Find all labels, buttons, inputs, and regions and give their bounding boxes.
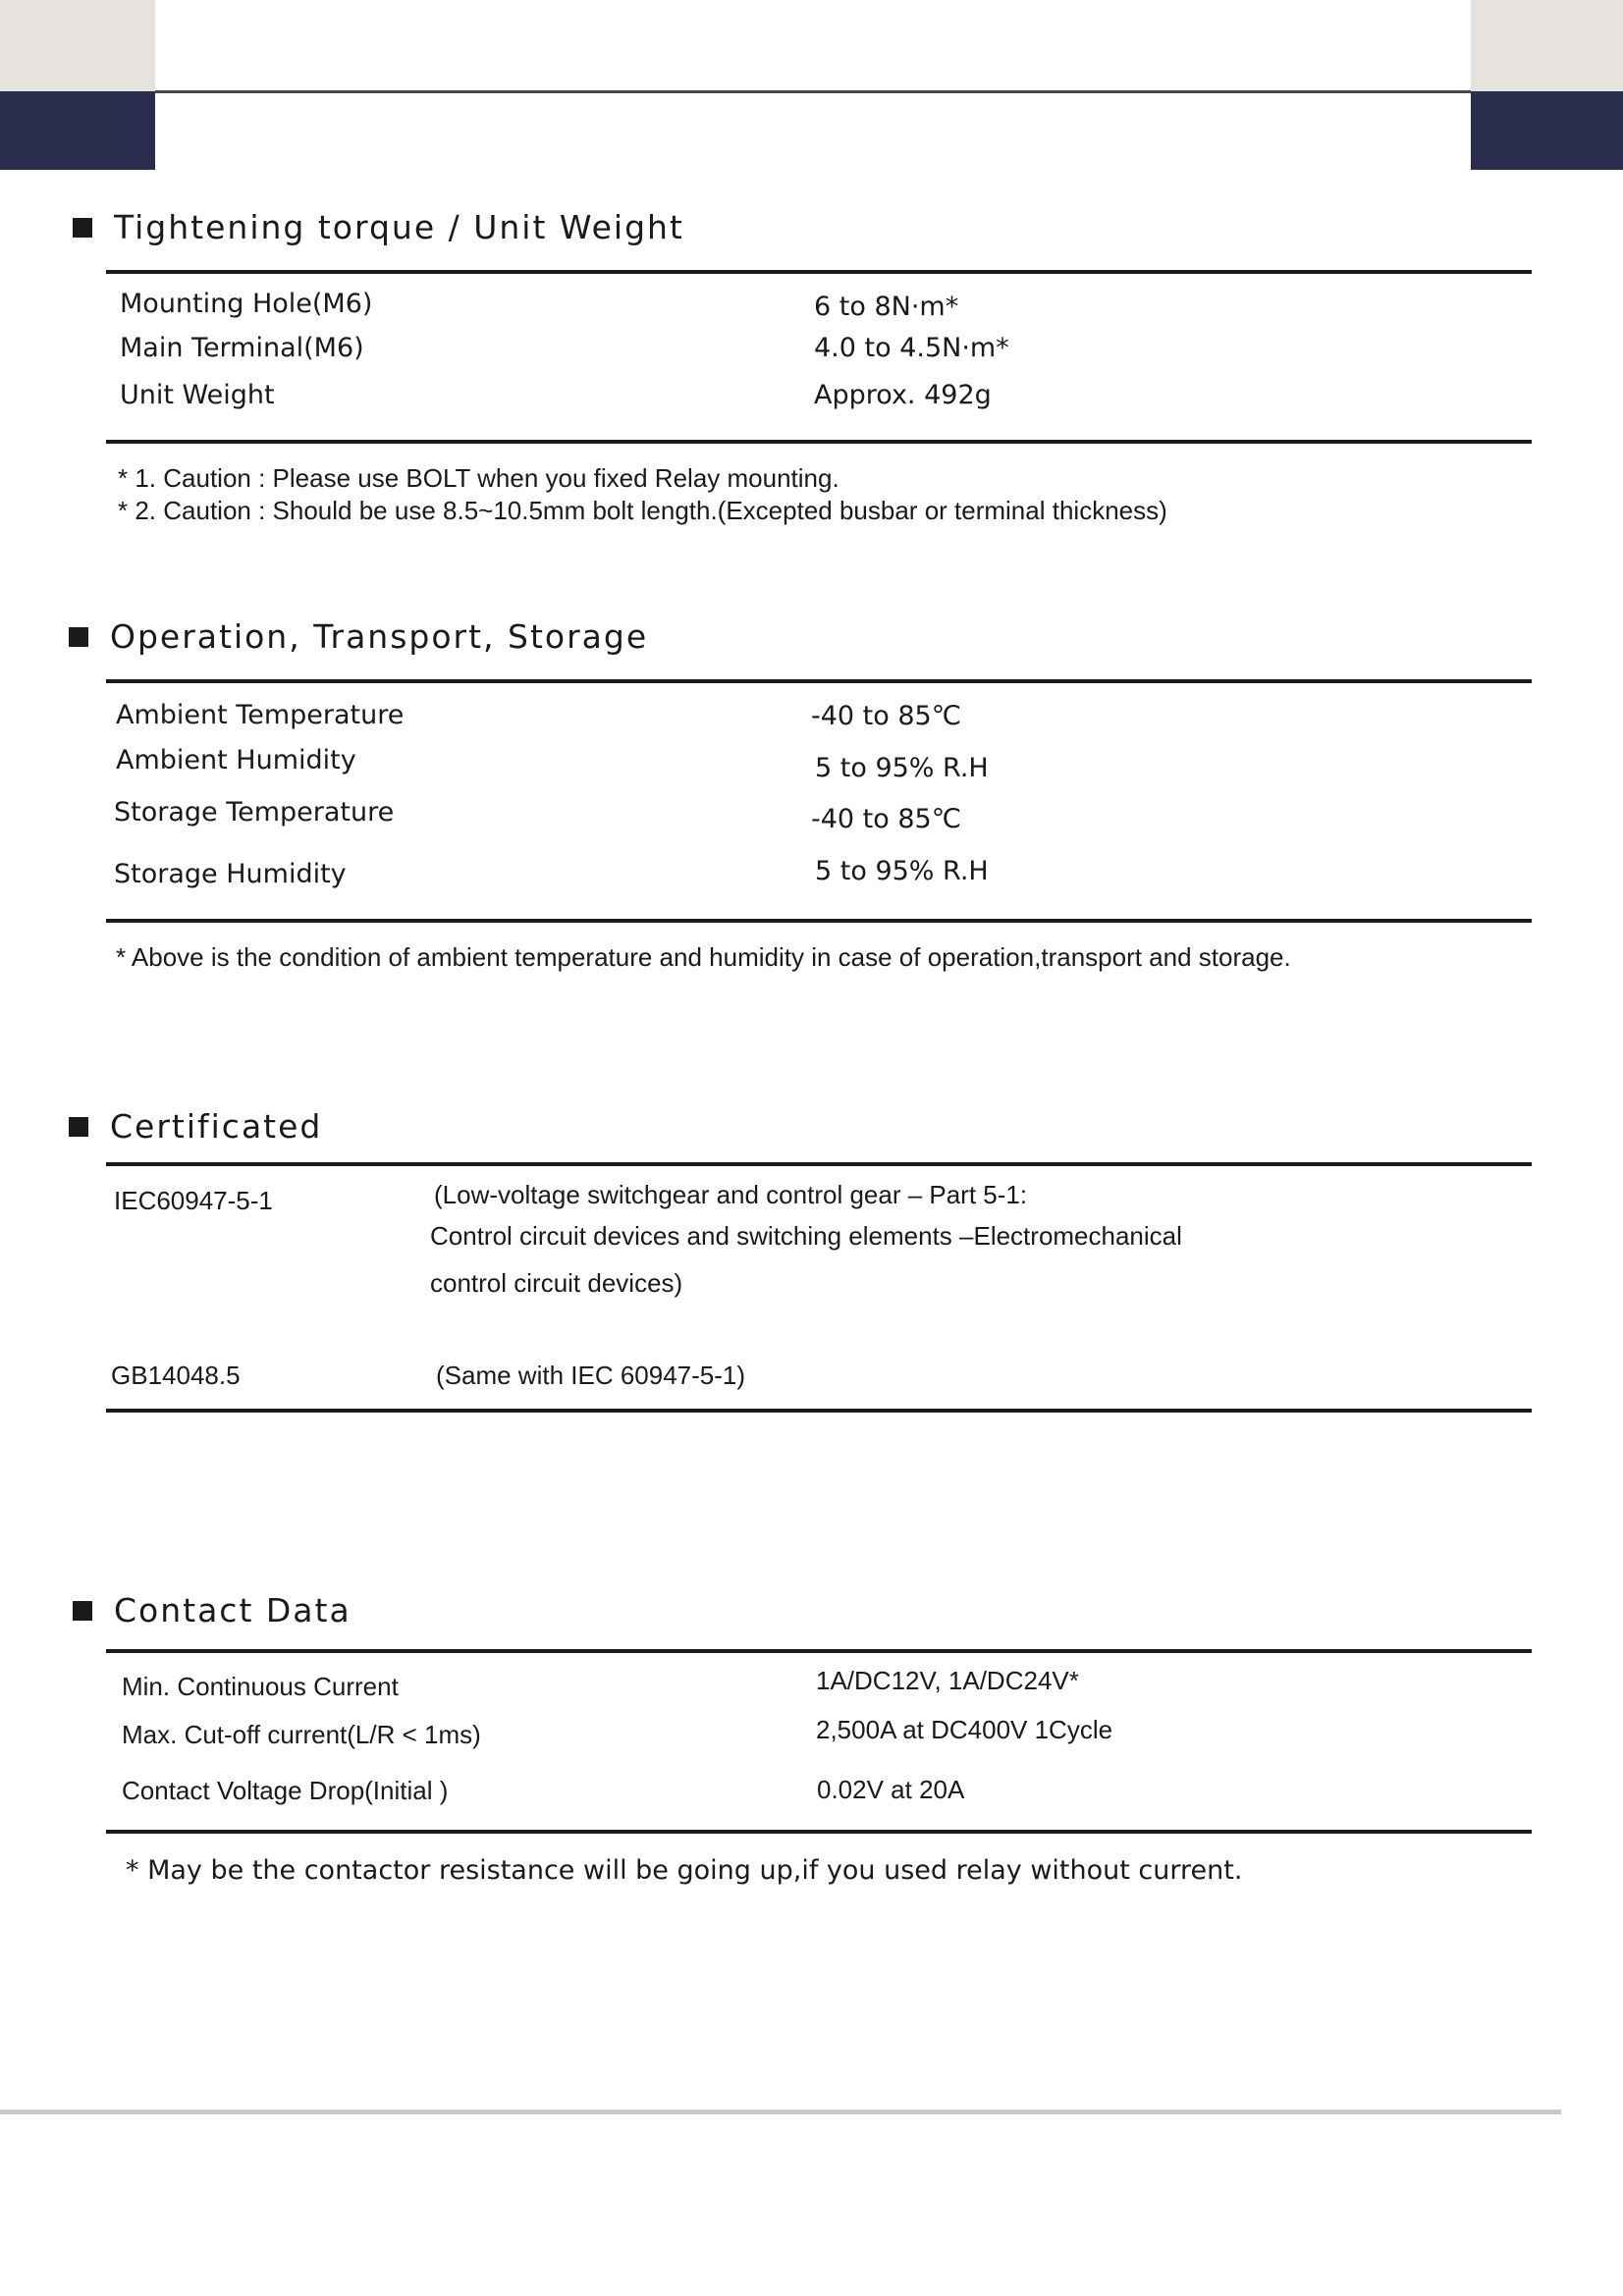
table-top-rule <box>106 1649 1532 1653</box>
row-label: Storage Temperature <box>114 797 395 828</box>
row-value: 0.02V at 20A <box>817 1775 965 1804</box>
cert-label: IEC60947-5-1 <box>114 1186 273 1215</box>
section-title-contact <box>73 1591 352 1629</box>
row-value: -40 to 85℃ <box>811 701 962 731</box>
row-label: Ambient Humidity <box>116 745 356 775</box>
row-value: 2,500A at DC400V 1Cycle <box>816 1715 1113 1744</box>
cert-label: GB14048.5 <box>111 1361 241 1390</box>
row-label: Ambient Temperature <box>116 700 405 730</box>
footnote: * May be the contactor resistance will be going up,if you used relay without current. <box>126 1855 1243 1886</box>
cert-description-line: (Low-voltage switchgear and control gear – Part 5-1: <box>434 1180 1028 1209</box>
cert-description-line: Control circuit devices and switching elements –Electromechanical <box>430 1221 1182 1251</box>
row-label: Contact Voltage Drop(Initial ) <box>122 1776 449 1805</box>
header-corner-left-dark <box>0 91 155 170</box>
footnote: * Above is the condition of ambient temperature and humidity in case of operation,transport and storage. <box>116 942 1291 972</box>
table-top-rule <box>106 270 1532 274</box>
table-top-rule <box>106 1162 1532 1166</box>
header-rule <box>155 90 1471 93</box>
table-bottom-rule <box>106 1830 1532 1834</box>
table-top-rule <box>106 679 1532 683</box>
row-value: 6 to 8N·m* <box>814 292 959 322</box>
row-value: 4.0 to 4.5N·m* <box>814 333 1009 363</box>
header-corner-right-dark <box>1471 91 1623 170</box>
header-corner-left-light <box>0 0 155 91</box>
table-bottom-rule <box>106 440 1532 444</box>
row-value: 5 to 95% R.H <box>815 856 989 886</box>
footer-rule <box>0 2109 1561 2114</box>
footnote: * 2. Caution : Should be use 8.5~10.5mm bolt length.(Excepted busbar or terminal thickness) <box>118 496 1167 525</box>
square-bullet-icon <box>69 1117 88 1137</box>
section-title-text: Certificated <box>110 1107 323 1146</box>
square-bullet-icon <box>73 1601 92 1621</box>
row-value: 1A/DC12V, 1A/DC24V* <box>816 1666 1079 1695</box>
square-bullet-icon <box>73 218 92 238</box>
section-title-text: Contact Data <box>114 1591 352 1629</box>
cert-description-line: (Same with IEC 60947-5-1) <box>436 1361 746 1390</box>
table-bottom-rule <box>106 919 1532 923</box>
row-value: -40 to 85℃ <box>811 804 962 834</box>
section-title-text: Operation, Transport, Storage <box>110 617 649 656</box>
row-label: Unit Weight <box>120 380 275 410</box>
section-title-operation <box>69 617 648 656</box>
section-title-tightening <box>73 208 684 246</box>
row-label: Main Terminal(M6) <box>120 333 364 363</box>
table-bottom-rule <box>106 1409 1532 1413</box>
row-label: Mounting Hole(M6) <box>120 289 373 319</box>
row-label: Max. Cut-off current(L/R < 1ms) <box>122 1720 481 1749</box>
footnote: * 1. Caution : Please use BOLT when you fixed Relay mounting. <box>118 463 839 493</box>
header-corner-right-light <box>1471 0 1623 91</box>
square-bullet-icon <box>69 627 88 647</box>
row-value: 5 to 95% R.H <box>815 753 989 783</box>
cert-description-line: control circuit devices) <box>430 1268 683 1298</box>
row-label: Storage Humidity <box>114 859 347 889</box>
section-title-certificated <box>69 1107 322 1146</box>
row-label: Min. Continuous Current <box>122 1672 399 1701</box>
section-title-text: Tightening torque / Unit Weight <box>114 208 684 246</box>
row-value: Approx. 492g <box>814 380 992 410</box>
